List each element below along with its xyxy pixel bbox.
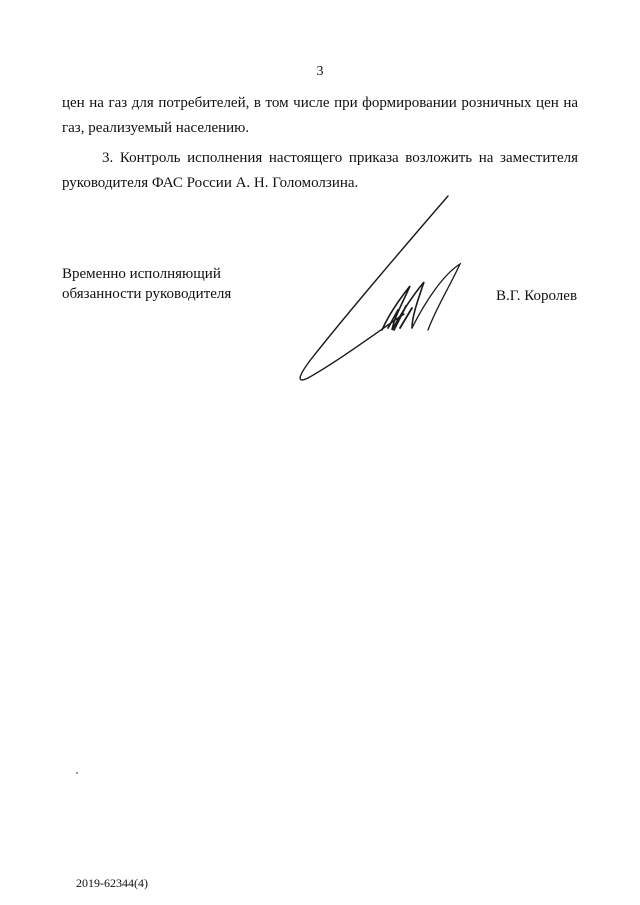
- signer-name: В.Г. Королев: [496, 288, 578, 304]
- registration-number: 2019-62344(4): [76, 876, 148, 890]
- paragraph-3: 3. Контроль исполнения настоящего приказа возложить на заместителя руководителя ФАС России А. Н. Голомолзина.: [62, 150, 578, 191]
- signer-title-line-2: обязанности руководителя: [62, 286, 232, 302]
- paragraph-continuation: цен на газ для потребителей, в том числе при формировании розничных цен на газ, реализуемый населению.: [62, 95, 578, 136]
- handwritten-signature: [290, 190, 470, 390]
- signer-title: [62, 264, 292, 304]
- margin-mark: [76, 772, 78, 774]
- signer-title-line-1: Временно исполняющий: [62, 266, 221, 282]
- page-number: 3: [316, 64, 324, 79]
